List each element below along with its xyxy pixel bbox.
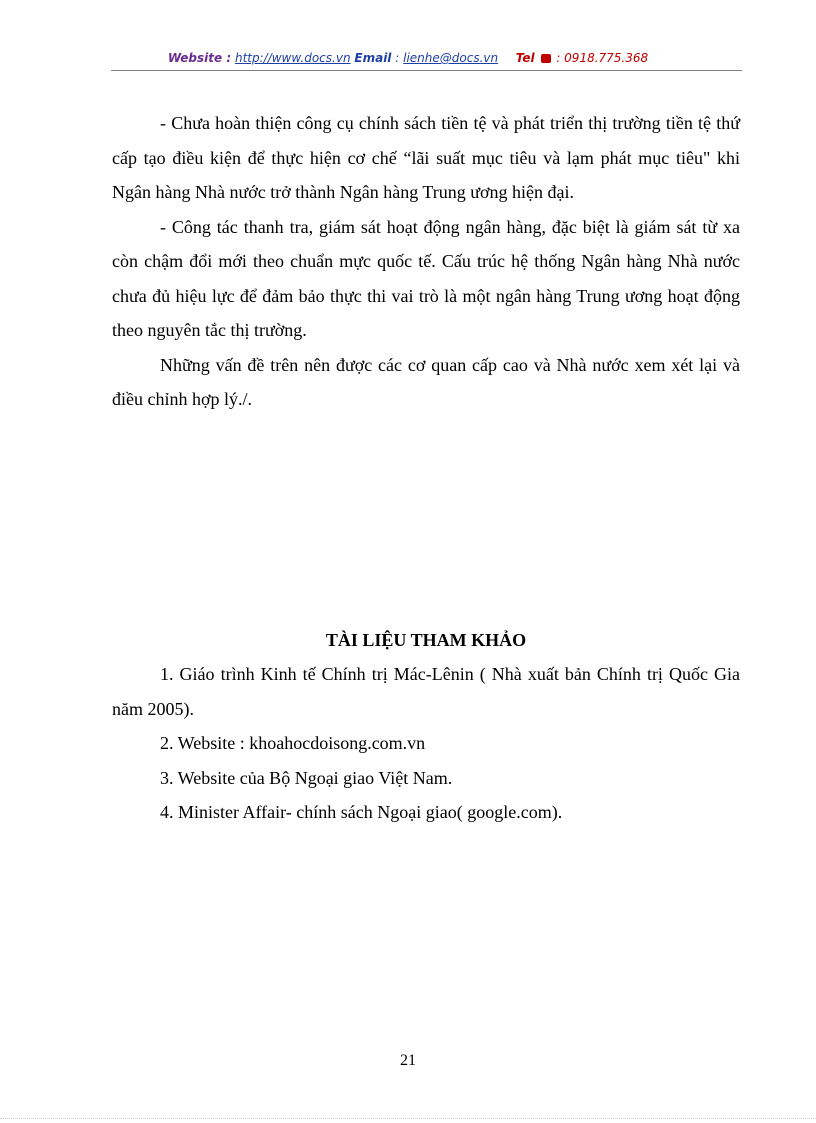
page-number: 21 bbox=[400, 1052, 416, 1069]
phone-icon bbox=[541, 54, 551, 63]
references-title: TÀI LIỆU THAM KHẢO bbox=[325, 629, 527, 650]
body-paragraph-1: - Chưa hoàn thiện công cụ chính sách tiền tệ và phát triển thị trường tiền tệ thứ cấp tạo điều kiện để thực hiện cơ chế “lãi suất mục tiêu và lạm phát mục tiêu" khi Ngân hàng Nhà nước trở thành Ngân hàng Trung ương hiện đại. bbox=[112, 113, 740, 202]
email-link[interactable]: lienhe@docs.vn bbox=[403, 51, 499, 65]
header-divider bbox=[111, 70, 742, 71]
reference-item-1: 1. Giáo trình Kinh tế Chính trị Mác-Lênin ( Nhà xuất bản Chính trị Quốc Gia năm 2005). bbox=[112, 664, 740, 719]
section-spacer bbox=[112, 417, 740, 623]
tel-label: Tel bbox=[515, 51, 535, 65]
body-paragraph-3: Những vấn đề trên nên được các cơ quan cấp cao và Nhà nước xem xét lại và điều chỉnh hợp lý./. bbox=[112, 354, 740, 409]
tel-value: : 0918.775.368 bbox=[556, 51, 649, 65]
reference-item-2: 2. Website : khoahocdoisong.com.vn bbox=[160, 733, 426, 753]
website-link[interactable]: http://www.docs.vn bbox=[234, 51, 351, 65]
reference-item-4: 4. Minister Affair- chính sách Ngoại giao( google.com). bbox=[160, 802, 563, 822]
reference-item-3: 3. Website của Bộ Ngoại giao Việt Nam. bbox=[160, 767, 453, 788]
page-bottom-divider bbox=[0, 1118, 816, 1119]
document-body bbox=[112, 106, 740, 830]
website-label: Website : bbox=[167, 51, 232, 65]
email-label: Email bbox=[354, 51, 392, 65]
page-header bbox=[0, 51, 816, 65]
email-separator: : bbox=[395, 51, 400, 65]
body-paragraph-2: - Công tác thanh tra, giám sát hoạt động ngân hàng, đặc biệt là giám sát từ xa còn chậm đổi mới theo chuẩn mực quốc tế. Cấu trúc hệ thống Ngân hàng Nhà nước chưa đủ hiệu lực để đảm bảo thực thi vai trò là một ngân hàng Trung ương hoạt động theo nguyên tắc thị trường. bbox=[112, 216, 740, 340]
